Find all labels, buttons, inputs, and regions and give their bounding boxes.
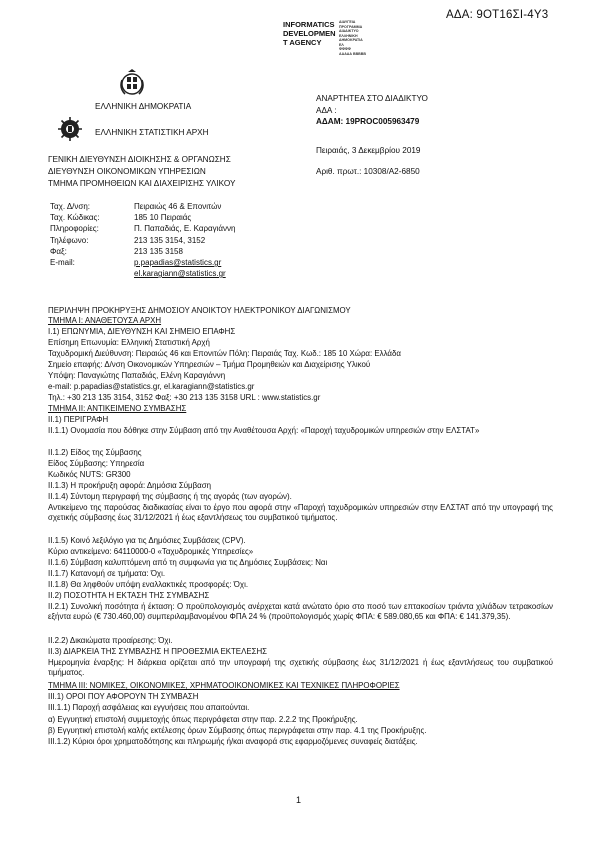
section-3-1-2: ΙΙΙ.1.2) Κύριοι όροι χρηματοδότησης και πληρωμής ή/και αναφορά στις εφαρμοζόμενες συναφείς διατάξεις. bbox=[48, 737, 418, 746]
contact-label-phone: Τηλέφωνο: bbox=[50, 236, 89, 245]
adam-code: ΑΔΑΜ: 19PROC005963479 bbox=[316, 117, 420, 126]
section-2-3-text: Ημερομηνία έναρξης: Η διάρκεια ορίζεται από την υπογραφή της σχετικής σύμβασης έως 31/12/2021 ή έως εξαντλήσεως του συμβατικού τιμήματος. bbox=[48, 658, 553, 678]
section-2-1-6: ΙΙ.1.6) Σύμβαση καλυπτόμενη από τη συμφωνία για τις Δημόσιες Συμβάσεις: Ναι bbox=[48, 558, 328, 567]
section-2-3: ΙΙ.3) ΔΙΑΡΚΕΙΑ ΤΗΣ ΣΥΜΒΑΣΗΣ Η ΠΡΟΘΕΣΜΙΑ ΕΚΤΕΛΕΣΗΣ bbox=[48, 647, 268, 656]
section-2-1-4: ΙΙ.1.4) Σύντομη περιγραφή της σύμβασης ή της αγοράς (των αγορών). bbox=[48, 492, 292, 501]
agency-logo-small-1: ΔΙΑΥΓΕΙΑ bbox=[339, 20, 356, 24]
contact-point: Σημείο επαφής: Δ/νση Οικονομικών Υπηρεσιών – Τμήμα Προμηθειών και Διαχείρισης Υλικού bbox=[48, 360, 371, 369]
postal-address: Ταχυδρομική Διεύθυνση: Πειραιώς 46 και Επονιτών Πόλη: Πειραιάς Ταχ. Κωδ.: 185 10 Χώρα: Ελλάδα bbox=[48, 349, 401, 358]
section-3-heading: ΤΜΗΜΑ ΙΙΙ: ΝΟΜΙΚΕΣ, ΟΙΚΟΝΟΜΙΚΕΣ, ΧΡΗΜΑΤΟΟΙΚΟΝΟΜΙΚΕΣ ΚΑΙ ΤΕΧΝΙΚΕΣ ΠΛΗΡΟΦΟΡΙΕΣ bbox=[48, 681, 400, 690]
contact-value-address: Πειραιώς 46 & Επονιτών bbox=[134, 202, 222, 211]
cpv-main: Κύριο αντικείμενο: 64110000-0 «Ταχυδρομικές Υπηρεσίες» bbox=[48, 547, 254, 556]
section-3-1-1: ΙΙΙ.1.1) Παροχή ασφάλειας και εγγυήσεις που απαιτούνται. bbox=[48, 703, 250, 712]
agency-logo-line-2: DEVELOPMEN bbox=[283, 29, 336, 38]
section-2-1-3: ΙΙ.1.3) Η προκήρυξη αφορά: Δημόσια Σύμβαση bbox=[48, 481, 211, 490]
section-2-1-2: ΙΙ.1.2) Είδος της Σύμβασης bbox=[48, 448, 142, 457]
header-directorate-3: ΤΜΗΜΑ ΠΡΟΜΗΘΕΙΩΝ ΚΑΙ ΔΙΑΧΕΙΡΙΣΗΣ ΥΛΙΚΟΥ bbox=[48, 179, 236, 188]
section-2-1-1: ΙΙ.1.1) Ονομασία που δόθηκε στην Σύμβαση από την Αναθέτουσα Αρχή: «Παροχή ταχυδρομικών υπηρεσιών στην ΕΛΣΤΑΤ» bbox=[48, 426, 480, 435]
guarantee-b: β) Εγγυητική επιστολή καλής εκτέλεσης όρων Σύμβασης όπως περιγράφεται στην παρ. 4.1 της Προκήρυξης. bbox=[48, 726, 427, 735]
contact-label-fax: Φαξ: bbox=[50, 247, 67, 256]
protocol-number: Αριθ. πρωτ.: 10308/Α2-6850 bbox=[316, 167, 420, 176]
section-3-1: ΙΙΙ.1) ΟΡΟΙ ΠΟΥ ΑΦΟΡΟΥΝ ΤΗ ΣΥΜΒΑΣΗ bbox=[48, 692, 199, 701]
nuts-code: Κωδικός NUTS: GR300 bbox=[48, 470, 131, 479]
contact-value-postcode: 185 10 Πειραιάς bbox=[134, 213, 192, 222]
attention: Υπόψη: Παναγιώτης Παπαδιάς, Ελένη Καραγιάννη bbox=[48, 371, 226, 380]
elstat-logo-icon bbox=[58, 117, 82, 141]
section-2-2: ΙΙ.2) ΠΟΣΟΤΗΤΑ Η ΕΚΤΑΣΗ ΤΗΣ ΣΥΜΒΑΣΗΣ bbox=[48, 591, 210, 600]
section-2-1-8: ΙΙ.1.8) Θα ληφθούν υπόψη εναλλακτικές προσφορές: Όχι. bbox=[48, 580, 249, 589]
section-2-2-1: ΙΙ.2.1) Συνολική ποσότητα ή έκταση: Ο προϋπολογισμός ανέρχεται κατά ανώτατο όριο στο ποσό των επτακοσίων τριάντα χιλιάδων τετρακοσίων εξήντα ευρώ (€ 730.460,00) συμπεριλαμβανομένου ΦΠΑ 24 % (προϋπολογισμός χωρίς ΦΠΑ: € 589.080,65 και ΦΠΑ: € 141.379,35). bbox=[48, 602, 553, 622]
email-line: e-mail: p.papadias@statistics.gr, el.karagiann@statistics.gr bbox=[48, 382, 255, 391]
agency-logo-small-7: ΦΦΦΦ bbox=[339, 47, 351, 51]
section-2-1-5: ΙΙ.1.5) Κοινό λεξιλόγιο για τις Δημόσιες Συμβάσεις (CPV). bbox=[48, 536, 246, 545]
greek-coat-of-arms-icon bbox=[117, 68, 147, 98]
contact-label-postcode: Ταχ. Κώδικας: bbox=[50, 213, 100, 222]
agency-logo-small-5: ΔΗΜΟΚΡΑΤΙΑ bbox=[339, 38, 363, 42]
header-authority: ΕΛΛΗΝΙΚΗ ΣΤΑΤΙΣΤΙΚΗ ΑΡΧΗ bbox=[95, 128, 209, 137]
section-2-2-2: ΙΙ.2.2) Δικαιώματα προαίρεσης: Όχι. bbox=[48, 636, 173, 645]
contact-label-info: Πληροφορίες: bbox=[50, 224, 99, 233]
ada-label: ΑΔΑ : bbox=[316, 106, 337, 115]
contact-value-phone: 213 135 3154, 3152 bbox=[134, 236, 206, 245]
header-directorate-2: ΔΙΕΥΘΥΝΣΗ ΟΙΚΟΝΟΜΙΚΩΝ ΥΠΗΡΕΣΙΩΝ bbox=[48, 167, 206, 176]
place-date: Πειραιάς, 3 Δεκεμβρίου 2019 bbox=[316, 146, 421, 155]
agency-logo-small-2: ΠΡΟΓΡΑΜΜΑ bbox=[339, 24, 363, 29]
notice-title: ΠΕΡΙΛΗΨΗ ΠΡΟΚΗΡΥΞΗΣ ΔΗΜΟΣΙΟΥ ΑΝΟΙΚΤΟΥ ΗΛΕΚΤΡΟΝΙΚΟΥ ΔΙΑΓΩΝΙΣΜΟΥ bbox=[48, 306, 351, 315]
post-online-label: ΑΝΑΡΤΗΤΕΑ ΣΤΟ ΔΙΑΔΙΚΤΥΟ bbox=[316, 94, 428, 103]
section-1-1: Ι.1) ΕΠΩΝΥΜΙΑ, ΔΙΕΥΘΥΝΣΗ ΚΑΙ ΣΗΜΕΙΟ ΕΠΑΦΗΣ bbox=[48, 327, 236, 336]
email-link-karagianni[interactable]: el.karagiann@statistics.gr bbox=[134, 269, 226, 278]
page-number: 1 bbox=[296, 795, 302, 805]
email-link-papadias[interactable]: p.papadias@statistics.gr bbox=[134, 258, 222, 267]
agency-logo-line-1: INFORMATICS bbox=[283, 20, 335, 29]
agency-logo-small-3: ΔΙΑΔΙΚΤΥΟ bbox=[339, 29, 359, 33]
section-1-heading: ΤΜΗΜΑ Ι: ΑΝΑΘΕΤΟΥΣΑ ΑΡΧΗ bbox=[48, 316, 162, 325]
contact-label-address: Ταχ. Δ/νση: bbox=[50, 202, 91, 211]
header-directorate-1: ΓΕΝΙΚΗ ΔΙΕΥΘΥΝΣΗ ΔΙΟΙΚΗΣΗΣ & ΟΡΓΑΝΩΣΗΣ bbox=[48, 155, 231, 164]
contact-value-info: Π. Παπαδιάς, Ε. Καραγιάννη bbox=[134, 224, 236, 233]
section-2-1-7: ΙΙ.1.7) Κατανομή σε τμήματα: Όχι. bbox=[48, 569, 166, 578]
ada-code: ΑΔΑ: 9ΟΤ16ΣΙ-4Υ3 bbox=[446, 9, 549, 21]
contact-value-fax: 213 135 3158 bbox=[134, 247, 183, 256]
agency-logo-small-4: ΕΛΛΗΝΙΚΗ bbox=[339, 33, 358, 38]
tel-fax-url-line: Τηλ.: +30 213 135 3154, 3152 Φαξ: +30 213 135 3158 URL : www.statistics.gr bbox=[48, 393, 321, 402]
agency-logo-small-8: ΑΑΑΑΑ ΒΒΒΒΒ bbox=[339, 51, 366, 56]
contact-label-email: E-mail: bbox=[50, 258, 75, 267]
section-2-1: ΙΙ.1) ΠΕΡΙΓΡΑΦΗ bbox=[48, 415, 109, 424]
header-country: ΕΛΛΗΝΙΚΗ ΔΗΜΟΚΡΑΤΙΑ bbox=[95, 102, 192, 111]
contract-description: Αντικείμενο της παρούσας διαδικασίας είναι το έργο που αφορά στην «Παροχή ταχυδρομικών υπηρεσιών στην ΕΛΣΤΑΤ από την υπογραφή της σχετικής σύμβασης έως 31/12/2021 ή έως εξαντλήσεως του συμβατικού τιμήματος. bbox=[48, 503, 553, 523]
agency-logo-line-3: T AGENCY bbox=[283, 38, 322, 47]
official-name: Επίσημη Επωνυμία: Ελληνική Στατιστική Αρχή bbox=[48, 338, 210, 347]
agency-logo-small-6: ΕΛ bbox=[339, 42, 344, 47]
section-2-heading: ΤΜΗΜΑ ΙΙ: ΑΝΤΙΚΕΙΜΕΝΟ ΣΥΜΒΑΣΗΣ bbox=[48, 404, 187, 413]
contract-type: Είδος Σύμβασης: Υπηρεσία bbox=[48, 459, 145, 468]
guarantee-a: α) Εγγυητική επιστολή συμμετοχής όπως περιγράφεται στην παρ. 2.2.2 της Προκήρυξης. bbox=[48, 715, 358, 724]
